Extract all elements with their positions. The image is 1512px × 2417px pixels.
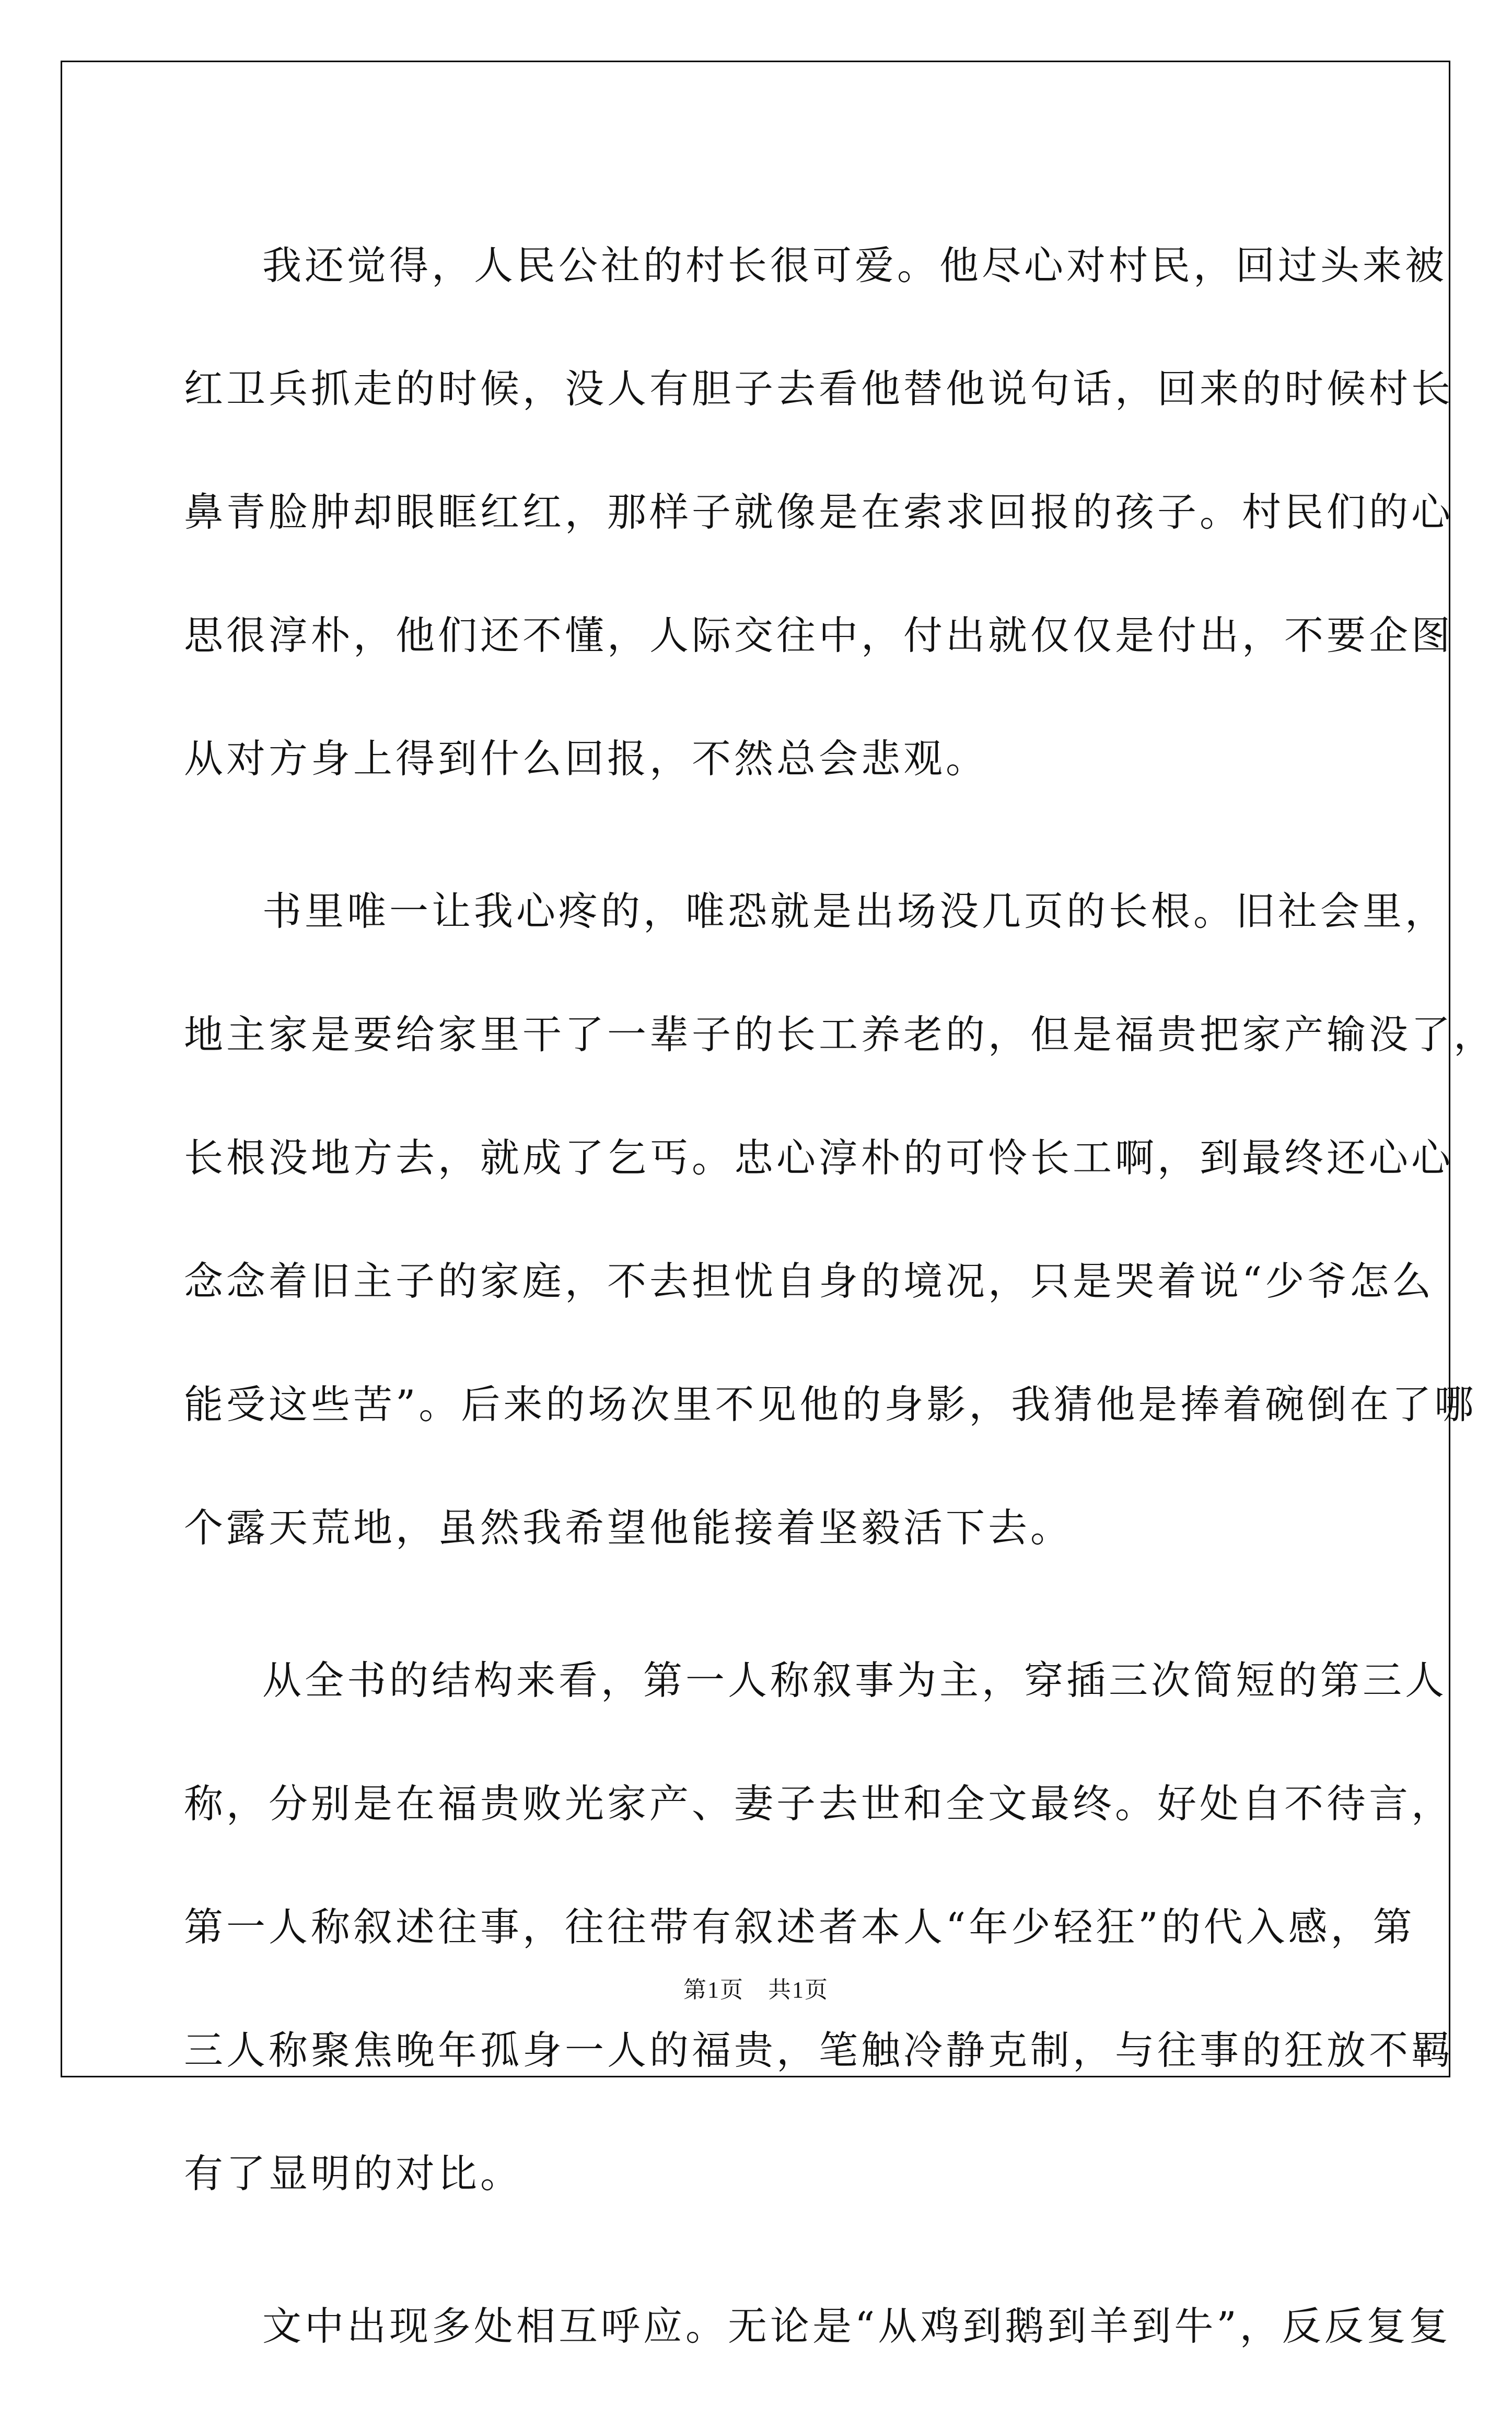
paragraph-1 — [184, 204, 1454, 820]
document-body — [184, 204, 1496, 2417]
paragraph-line: 从全书的结构来看，第一人称叙事为主，穿插三次简短的第三人 — [262, 1657, 1448, 1703]
paragraph-line: 称，分别是在福贵败光家产、妻子去世和全文最终。好处自不待言， — [184, 1781, 1454, 1827]
page-footer: 第1页 共1页 — [683, 1977, 829, 2003]
paragraph-4 — [184, 2264, 1451, 2388]
paragraph-2 — [184, 850, 1496, 1589]
paragraph-3 — [184, 1619, 1454, 2235]
paragraph-line: 书里唯一让我心疼的，唯恐就是出场没几页的长根。旧社会里， — [262, 888, 1448, 934]
paragraph-line: 有了显明的对比。 — [184, 2151, 523, 2197]
paragraph-line: 鼻青脸肿却眼眶红红，那样子就像是在索求回报的孩子。村民们的心 — [184, 489, 1454, 535]
paragraph-line: 念念着旧主子的家庭，不去担忧自身的境况，只是哭着说“少爷怎么 — [184, 1258, 1435, 1304]
paragraph-line: 红卫兵抓走的时候，没人有胆子去看他替他说句话，回来的时候村长 — [184, 366, 1454, 412]
paragraph-line: 地主家是要给家里干了一辈子的长工养老的，但是福贵把家产输没了， — [184, 1012, 1496, 1058]
paragraph-line: 文中出现多处相互呼应。无论是“从鸡到鹅到羊到牛”，反反复复 — [262, 2303, 1451, 2349]
paragraph-line: 能受这些苦”。后来的场次里不见他的身影，我猜他是捧着碗倒在了哪 — [184, 1381, 1477, 1427]
paragraph-line: 三人称聚焦晚年孤身一人的福贵，笔触冷静克制，与往事的狂放不羁 — [184, 2027, 1454, 2073]
paragraph-line: 从对方身上得到什么回报，不然总会悲观。 — [184, 736, 988, 782]
paragraph-line: 我还觉得，人民公社的村长很可爱。他尽心对村民，回过头来被 — [262, 242, 1448, 288]
paragraph-line: 长根没地方去，就成了乞丐。忠心淳朴的可怜长工啊，到最终还心心 — [184, 1135, 1454, 1181]
paragraph-line: 个露天荒地，虽然我希望他能接着坚毅活下去。 — [184, 1505, 1073, 1551]
paragraph-line: 思很淳朴，他们还不懂，人际交往中，付出就仅仅是付出，不要企图 — [184, 612, 1454, 658]
paragraph-line: 第一人称叙述往事，往往带有叙述者本人“年少轻狂”的代入感，第 — [184, 1904, 1415, 1950]
